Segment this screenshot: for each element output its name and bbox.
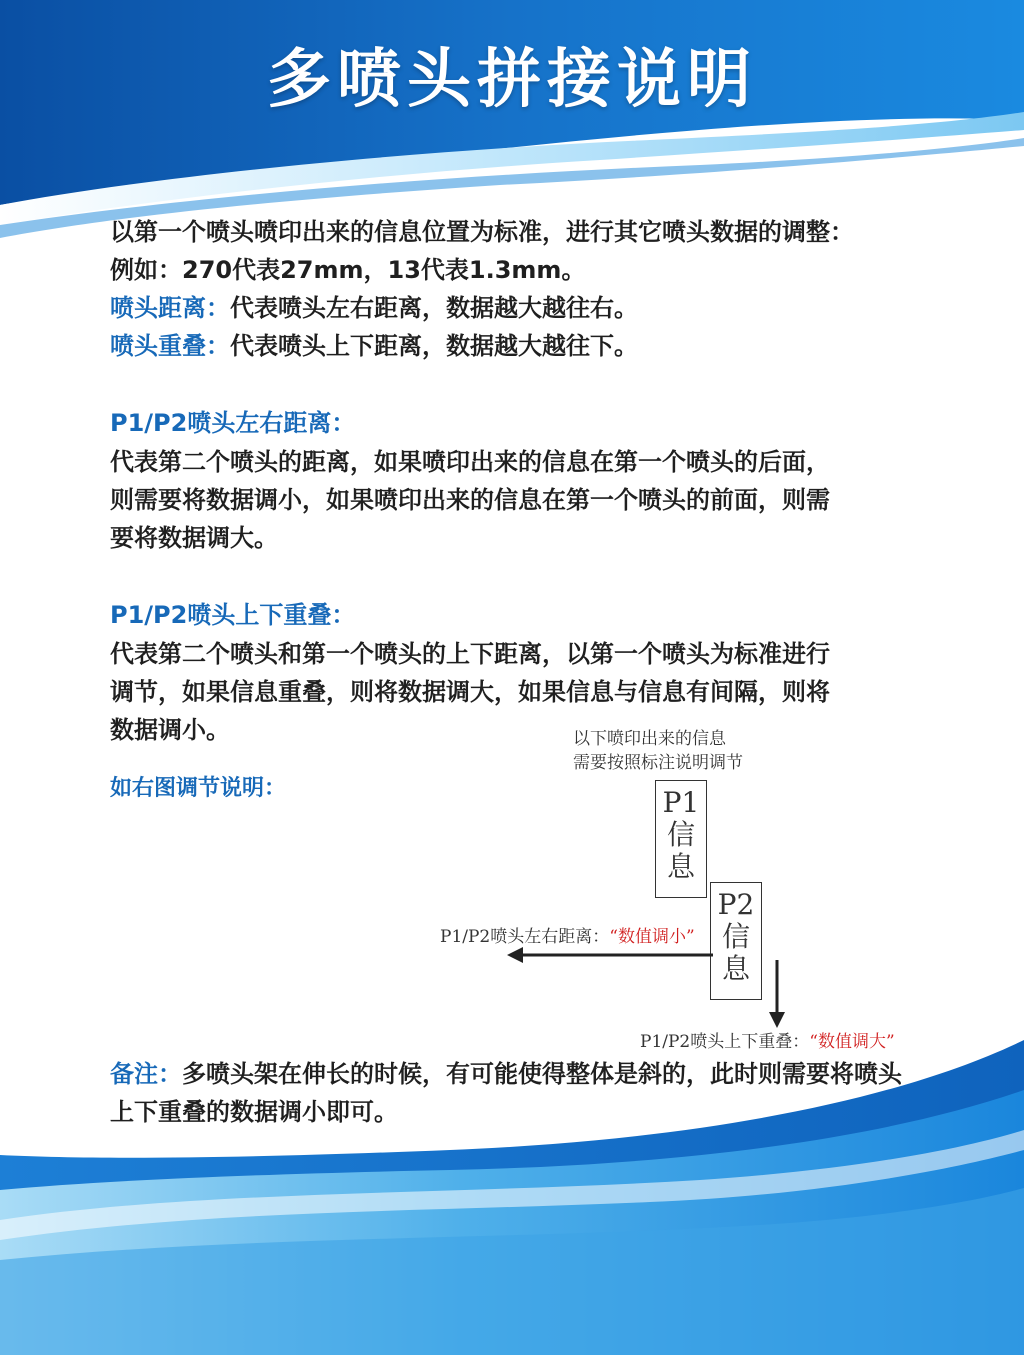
overlap-text: 代表喷头上下距离，数据越大越往下。 bbox=[230, 332, 638, 360]
down-overlap-label: P1/P2喷头上下重叠： bbox=[640, 1032, 810, 1052]
section2-line-2: 调节，如果信息重叠，则将数据调大，如果信息与信息有间隔，则将 bbox=[110, 678, 830, 706]
left-distance-value: “数值调小” bbox=[609, 927, 695, 947]
remark bbox=[110, 1055, 920, 1131]
diagram-intro: 如右图调节说明： bbox=[110, 776, 287, 801]
intro-line-1: 以第一个喷头喷印出来的信息位置为标准，进行其它喷头数据的调整： bbox=[110, 218, 854, 246]
section1-line-2: 则需要将数据调小，如果喷印出来的信息在第一个喷头的前面，则需 bbox=[110, 486, 830, 514]
down-arrow-icon bbox=[766, 958, 788, 1030]
intro-line-2: 例如：270代表27mm，13代表1.3mm。 bbox=[110, 256, 586, 284]
distance-definition bbox=[110, 294, 638, 322]
diagram-caption-line-1: 以下喷印出来的信息 bbox=[573, 729, 726, 749]
distance-label: 喷头距离： bbox=[110, 294, 230, 322]
section2-line-3: 数据调小。 bbox=[110, 716, 230, 744]
p2-text-2: 息 bbox=[721, 952, 750, 985]
remark-text: 多喷头架在伸长的时候，有可能使得整体是斜的，此时则需要将喷头上下重叠的数据调小即可。 bbox=[110, 1060, 902, 1126]
p1-label: P1 bbox=[662, 786, 700, 819]
section1-line-1: 代表第二个喷头的距离，如果喷印出来的信息在第一个喷头的后面， bbox=[110, 448, 830, 476]
section1-line-3: 要将数据调大。 bbox=[110, 524, 278, 552]
page-title: 多喷头拼接说明 bbox=[267, 43, 757, 117]
remark-label: 备注： bbox=[110, 1060, 182, 1088]
section2-heading: P1/P2喷头上下重叠： bbox=[110, 601, 356, 629]
section1-heading: P1/P2喷头左右距离： bbox=[110, 409, 356, 437]
p1-info-box bbox=[655, 780, 707, 898]
overlap-label: 喷头重叠： bbox=[110, 332, 230, 360]
left-arrow-icon bbox=[505, 944, 715, 966]
p1-text-2: 息 bbox=[666, 850, 695, 883]
p1-text-1: 信 bbox=[666, 818, 695, 851]
distance-text: 代表喷头左右距离，数据越大越往右。 bbox=[230, 294, 638, 322]
p2-info-box bbox=[710, 882, 762, 1000]
down-overlap-value: “数值调大” bbox=[809, 1032, 895, 1052]
p2-text-1: 信 bbox=[721, 920, 750, 953]
p2-label: P2 bbox=[717, 888, 755, 921]
section2-line-1: 代表第二个喷头和第一个喷头的上下距离，以第一个喷头为标准进行 bbox=[110, 640, 830, 668]
left-distance-label: P1/P2喷头左右距离： bbox=[440, 927, 610, 947]
diagram-caption-line-2: 需要按照标注说明调节 bbox=[573, 753, 743, 773]
overlap-definition bbox=[110, 332, 638, 360]
